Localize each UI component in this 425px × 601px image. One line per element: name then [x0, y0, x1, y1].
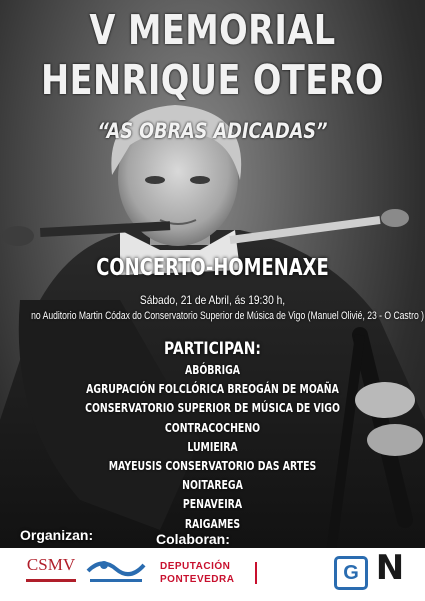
venue-line: no Auditorio Martin Códax do Conservatorio Superior de Música de Vigo (Manuel Olivié, 23 - O Castro ): [31, 310, 424, 322]
collaborators-label: Colaboran:: [156, 531, 230, 547]
title-line-2: HENRIQUE OTERO: [41, 56, 384, 104]
participant-item: ABÓBRIGA: [184, 363, 241, 377]
participant-item: LUMIEIRA: [187, 439, 238, 454]
subtitle: “AS OBRAS ADICADAS”: [97, 119, 328, 143]
title-line-1: V MEMORIAL: [89, 6, 336, 54]
galicia-logo: [334, 556, 368, 590]
participant-item: RAIGAMES: [184, 516, 241, 531]
participant-item: CONTRACOCHENO: [164, 420, 261, 435]
galicia-logo-text: G: [343, 562, 359, 584]
n-logo: [370, 548, 410, 590]
participants-list: [0, 361, 425, 534]
participant-item: NOITAREGA: [182, 478, 243, 493]
n-logo-text: N: [375, 548, 405, 588]
deputacion-line1: DEPUTACIÓN: [160, 561, 231, 572]
participant-item: MAYEUSIS CONSERVATORIO DAS ARTES: [108, 459, 317, 474]
participant-item: CONSERVATORIO SUPERIOR DE MÚSICA DE VIGO: [85, 401, 340, 416]
concert-title: CONCERTO-HOMENAXE: [96, 255, 329, 281]
deputacion-line2: PONTEVEDRA: [160, 574, 235, 585]
participant-item: AGRUPACIÓN FOLCLÓRICA BREOGÁN DE MOAÑA: [86, 382, 339, 397]
participants-heading: PARTICIPAN:: [164, 339, 261, 359]
association-logo: [84, 551, 148, 587]
participant-item: PENAVEIRA: [182, 497, 243, 512]
csmv-logo-subtext: [26, 579, 76, 582]
deputacion-logo: [160, 560, 252, 590]
csmv-logo: [20, 551, 82, 591]
date-line: Sábado, 21 de Abril, ás 19:30 h,: [139, 293, 286, 307]
ponteg-logo: [255, 562, 331, 584]
organizers-label: Organizan:: [20, 527, 94, 543]
csmv-logo-text: CSMV: [26, 555, 76, 574]
